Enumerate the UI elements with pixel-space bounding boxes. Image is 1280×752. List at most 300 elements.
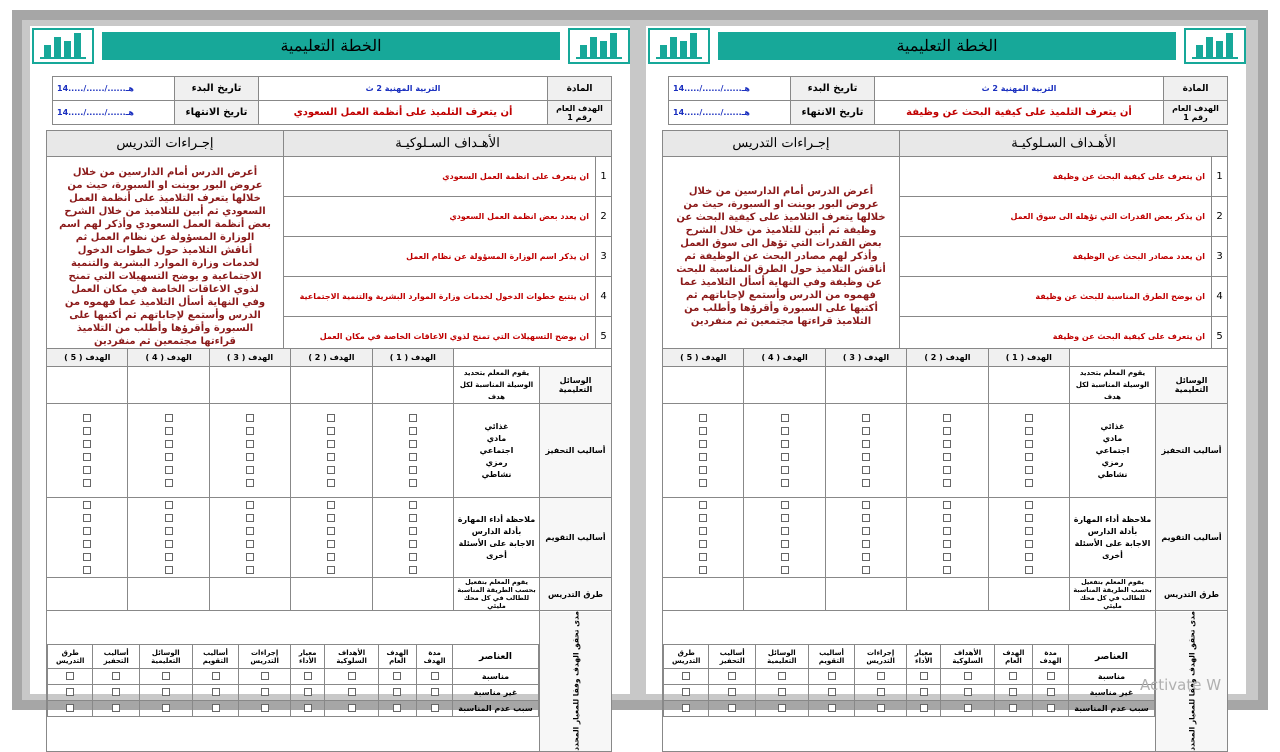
element-name: الوسائل التعليمية	[140, 645, 193, 669]
suitability-cell	[417, 685, 453, 701]
evaluation-checks	[128, 498, 209, 578]
element-name: مدة الهدف	[417, 645, 453, 669]
behavioral-goal: ان يوضح الطرق المناسبة للبحث عن وظيفة	[900, 277, 1212, 317]
suitability-cell	[93, 701, 140, 717]
end-date-field[interactable]: 14...../....../......هـ	[669, 101, 791, 125]
behavioral-goals-header: الأهـداف السـلوكيـة	[900, 131, 1228, 157]
checkbox[interactable]	[246, 514, 254, 522]
methods-cell[interactable]	[128, 578, 209, 611]
checkbox[interactable]	[83, 479, 91, 487]
element-name: أساليب التقويم	[808, 645, 855, 669]
checkbox[interactable]	[1025, 540, 1033, 548]
checkbox[interactable]	[778, 688, 786, 696]
suitability-cell	[239, 669, 290, 685]
checkbox[interactable]	[699, 553, 707, 561]
evaluation-checks	[209, 498, 290, 578]
suitability-cell	[239, 685, 290, 701]
elements-grid	[47, 611, 540, 752]
checkbox[interactable]	[165, 453, 173, 461]
checkbox[interactable]	[1025, 466, 1033, 474]
methods-cell[interactable]	[744, 578, 825, 611]
checkbox[interactable]	[781, 527, 789, 535]
checkbox[interactable]	[943, 479, 951, 487]
checkbox[interactable]	[246, 414, 254, 422]
checkbox[interactable]	[943, 514, 951, 522]
behavioral-goal: ان يتعرف على كيفية البحث عن وظيفة	[900, 157, 1212, 197]
elements-grid	[663, 611, 1156, 752]
checkbox[interactable]	[1009, 672, 1017, 680]
checkbox[interactable]	[828, 688, 836, 696]
goal-column-header: الهدف ( 2 )	[291, 349, 372, 367]
suitability-cell	[756, 685, 809, 701]
checkbox[interactable]	[246, 553, 254, 561]
suitability-cell	[140, 669, 193, 685]
methods-cell[interactable]	[988, 578, 1069, 611]
suitability-cell	[808, 685, 855, 701]
evaluation-option: أخرى	[1102, 550, 1123, 560]
suitability-cell	[1033, 669, 1069, 685]
methods-cell[interactable]	[663, 578, 744, 611]
behavioral-goal: ان يعدد بعض انظمة العمل السعودي	[284, 197, 596, 237]
checkbox[interactable]	[964, 704, 972, 712]
methods-cell[interactable]	[209, 578, 290, 611]
checkbox[interactable]	[862, 527, 870, 535]
checkbox[interactable]	[327, 501, 335, 509]
checkbox[interactable]	[920, 688, 928, 696]
checkbox[interactable]	[1025, 514, 1033, 522]
checkbox[interactable]	[1009, 704, 1017, 712]
teaching-procedures-header: إجـراءات التدريس	[47, 131, 284, 157]
goal-column-header: الهدف ( 5 )	[663, 349, 744, 367]
checkbox[interactable]	[327, 414, 335, 422]
checkbox[interactable]	[162, 704, 170, 712]
methods-cell[interactable]	[825, 578, 906, 611]
aids-cell[interactable]	[128, 367, 209, 404]
suitability-cell	[906, 701, 941, 717]
element-name: الأهداف السلوكية	[325, 645, 378, 669]
end-date-field[interactable]: 14...../....../......هـ	[53, 101, 175, 125]
checkbox[interactable]	[877, 688, 885, 696]
suitability-side-label: مدى تحقق الهدف وفقا للمعيار المحدد	[1156, 611, 1228, 752]
checkbox[interactable]	[964, 672, 972, 680]
checkbox[interactable]	[1025, 440, 1033, 448]
behavioral-goal: ان يتعرف على انظمة العمل السعودي	[284, 157, 596, 197]
checkbox[interactable]	[165, 479, 173, 487]
checkbox[interactable]	[304, 704, 312, 712]
checkbox[interactable]	[212, 688, 220, 696]
checkbox[interactable]	[165, 553, 173, 561]
checkbox[interactable]	[943, 553, 951, 561]
checkbox[interactable]	[327, 479, 335, 487]
subject-value: التربية المهنية 2 ث	[259, 77, 548, 101]
suitability-cell	[808, 701, 855, 717]
suitability-cell	[709, 669, 756, 685]
behavioral-goal: ان يذكر بعض القدرات التي تؤهله الى سوق العمل	[900, 197, 1212, 237]
checkbox[interactable]	[862, 514, 870, 522]
checkbox[interactable]	[943, 414, 951, 422]
checkbox[interactable]	[920, 704, 928, 712]
checkbox[interactable]	[165, 540, 173, 548]
goal-number: 3	[596, 237, 612, 277]
checkbox[interactable]	[1025, 453, 1033, 461]
subject-value: التربية المهنية 2 ث	[875, 77, 1164, 101]
suitability-cell	[941, 701, 994, 717]
checkbox[interactable]	[943, 440, 951, 448]
checkbox[interactable]	[165, 414, 173, 422]
element-name: أساليب التقويم	[192, 645, 239, 669]
reinforcement-checks	[209, 404, 290, 498]
suitability-cell	[239, 701, 290, 717]
checkbox[interactable]	[1025, 479, 1033, 487]
aids-cell[interactable]	[988, 367, 1069, 404]
checkbox[interactable]	[1025, 427, 1033, 435]
checkbox[interactable]	[83, 566, 91, 574]
checkbox[interactable]	[246, 566, 254, 574]
checkbox[interactable]	[862, 466, 870, 474]
checkbox[interactable]	[1047, 672, 1055, 680]
start-date-field[interactable]: 14...../....../......هـ	[53, 77, 175, 101]
methods-label: طرق التدريس	[540, 578, 612, 611]
checkbox[interactable]	[409, 514, 417, 522]
checkbox[interactable]	[261, 704, 269, 712]
element-name: طرق التدريس	[664, 645, 709, 669]
checkbox[interactable]	[828, 704, 836, 712]
evaluation-label: أساليب التقويم	[540, 498, 612, 578]
ministry-logo	[568, 28, 630, 64]
checkbox[interactable]	[162, 672, 170, 680]
checkbox[interactable]	[964, 688, 972, 696]
checkbox[interactable]	[862, 427, 870, 435]
checkbox[interactable]	[246, 427, 254, 435]
checkbox[interactable]	[781, 479, 789, 487]
checkbox[interactable]	[409, 540, 417, 548]
checkbox[interactable]	[943, 540, 951, 548]
checkbox[interactable]	[304, 688, 312, 696]
checkbox[interactable]	[431, 688, 439, 696]
checkbox[interactable]	[862, 440, 870, 448]
checkbox[interactable]	[327, 453, 335, 461]
checkbox[interactable]	[682, 688, 690, 696]
checkbox[interactable]	[165, 566, 173, 574]
checkbox[interactable]	[246, 479, 254, 487]
checkbox[interactable]	[862, 414, 870, 422]
checkbox[interactable]	[393, 672, 401, 680]
checkbox[interactable]	[1047, 704, 1055, 712]
checkbox[interactable]	[862, 566, 870, 574]
checkbox[interactable]	[165, 527, 173, 535]
reinforcement-option: مادي	[486, 433, 507, 443]
checkbox[interactable]	[699, 527, 707, 535]
checkbox[interactable]	[1025, 553, 1033, 561]
checkbox[interactable]	[431, 704, 439, 712]
checkbox[interactable]	[409, 501, 417, 509]
goal-column-header: الهدف ( 4 )	[744, 349, 825, 367]
suitability-cell	[664, 669, 709, 685]
checkbox[interactable]	[781, 540, 789, 548]
reinforcement-option: نشاطي	[1097, 469, 1128, 479]
behavioral-goal: ان يذكر اسم الوزارة المسؤولة عن نظام العمل	[284, 237, 596, 277]
checkbox[interactable]	[728, 688, 736, 696]
checkbox[interactable]	[327, 540, 335, 548]
suitability-cell	[855, 685, 906, 701]
start-date-field[interactable]: 14...../....../......هـ	[669, 77, 791, 101]
checkbox[interactable]	[409, 414, 417, 422]
suitability-cell	[140, 701, 193, 717]
checkbox[interactable]	[83, 453, 91, 461]
info-table	[668, 76, 1228, 125]
checkbox[interactable]	[862, 479, 870, 487]
aids-cell[interactable]	[907, 367, 988, 404]
checkbox[interactable]	[781, 414, 789, 422]
element-name: طرق التدريس	[48, 645, 93, 669]
checkbox[interactable]	[943, 466, 951, 474]
page-header	[646, 26, 1250, 66]
checkbox[interactable]	[348, 704, 356, 712]
elements-table	[663, 644, 1155, 717]
checkbox[interactable]	[66, 704, 74, 712]
checkbox[interactable]	[431, 672, 439, 680]
checkbox[interactable]	[943, 427, 951, 435]
checkbox[interactable]	[409, 440, 417, 448]
suitability-cell	[192, 685, 239, 701]
checkbox[interactable]	[409, 553, 417, 561]
checkbox[interactable]	[728, 704, 736, 712]
suitability-cell	[325, 669, 378, 685]
evaluation-checks	[907, 498, 988, 578]
checkbox[interactable]	[943, 566, 951, 574]
checkbox[interactable]	[781, 466, 789, 474]
reinforcement-option: اجتماعي	[479, 445, 514, 455]
checkbox[interactable]	[409, 466, 417, 474]
checkbox[interactable]	[246, 540, 254, 548]
subject-label: المادة	[548, 77, 612, 101]
element-name: معيار الأداء	[906, 645, 941, 669]
checkbox[interactable]	[246, 527, 254, 535]
checkbox[interactable]	[682, 704, 690, 712]
checkbox[interactable]	[393, 704, 401, 712]
checkbox[interactable]	[862, 501, 870, 509]
checkbox[interactable]	[165, 501, 173, 509]
checkbox[interactable]	[327, 553, 335, 561]
checkbox[interactable]	[83, 540, 91, 548]
evaluation-checks	[988, 498, 1069, 578]
reinforcement-option: غذائي	[1100, 421, 1125, 431]
evaluation-option: ملاحظة أداء المهارة	[1073, 514, 1152, 524]
info-table	[52, 76, 612, 125]
checkbox[interactable]	[66, 672, 74, 680]
checkbox[interactable]	[828, 672, 836, 680]
checkbox[interactable]	[862, 453, 870, 461]
checkbox[interactable]	[877, 672, 885, 680]
suitability-cell	[1033, 685, 1069, 701]
checkbox[interactable]	[165, 440, 173, 448]
checkbox[interactable]	[246, 466, 254, 474]
checkbox[interactable]	[327, 440, 335, 448]
checkbox[interactable]	[212, 704, 220, 712]
checkbox[interactable]	[1009, 688, 1017, 696]
checkbox[interactable]	[781, 453, 789, 461]
lesson-plan-page	[646, 26, 1246, 751]
checkbox[interactable]	[1025, 414, 1033, 422]
suitability-cell	[756, 701, 809, 717]
evaluation-options	[1070, 498, 1156, 578]
checkbox[interactable]	[304, 672, 312, 680]
checkbox[interactable]	[327, 427, 335, 435]
checkbox[interactable]	[348, 688, 356, 696]
checkbox[interactable]	[162, 688, 170, 696]
evaluation-option: بأدلة الدارس	[471, 526, 522, 536]
suitability-row-label: مناسبة	[1069, 669, 1155, 685]
checkbox[interactable]	[112, 704, 120, 712]
checkbox[interactable]	[781, 501, 789, 509]
suitability-cell	[378, 685, 416, 701]
behavioral-goal: ان يتتبع خطوات الدخول لخدمات وزارة الموارد البشرية والتنمية الاجتماعية	[284, 277, 596, 317]
general-goal-value: أن يتعرف التلميذ على كيفية البحث عن وظيفة	[875, 101, 1164, 125]
checkbox[interactable]	[409, 566, 417, 574]
goal-column-header: الهدف ( 5 )	[47, 349, 128, 367]
checkbox[interactable]	[781, 514, 789, 522]
reinforcement-option: نشاطي	[481, 469, 512, 479]
checkbox[interactable]	[165, 427, 173, 435]
checkbox[interactable]	[920, 672, 928, 680]
reinforcement-checks	[825, 404, 906, 498]
checkbox[interactable]	[862, 553, 870, 561]
lesson-plan-page	[30, 26, 630, 751]
suitability-cell	[93, 685, 140, 701]
checkbox[interactable]	[699, 440, 707, 448]
goal-column-header: الهدف ( 1 )	[988, 349, 1069, 367]
checkbox[interactable]	[83, 527, 91, 535]
checkbox[interactable]	[327, 566, 335, 574]
checkbox[interactable]	[246, 501, 254, 509]
checkbox[interactable]	[778, 704, 786, 712]
objectives-table	[46, 130, 612, 357]
checkbox[interactable]	[83, 427, 91, 435]
aids-cell[interactable]	[291, 367, 372, 404]
checkbox[interactable]	[112, 688, 120, 696]
checkbox[interactable]	[246, 453, 254, 461]
aids-cell[interactable]	[663, 367, 744, 404]
checkbox[interactable]	[409, 427, 417, 435]
checkbox[interactable]	[699, 414, 707, 422]
checkbox[interactable]	[1025, 501, 1033, 509]
checkbox[interactable]	[393, 688, 401, 696]
checkbox[interactable]	[943, 453, 951, 461]
checkbox[interactable]	[246, 440, 254, 448]
checkbox[interactable]	[327, 527, 335, 535]
ministry-logo	[32, 28, 94, 64]
checkbox[interactable]	[1025, 566, 1033, 574]
checkbox[interactable]	[728, 672, 736, 680]
suitability-cell	[994, 701, 1032, 717]
element-name: إجراءات التدريس	[239, 645, 290, 669]
aids-cell[interactable]	[825, 367, 906, 404]
methods-cell[interactable]	[291, 578, 372, 611]
aids-cell[interactable]	[744, 367, 825, 404]
evaluation-option: ملاحظة أداء المهارة	[457, 514, 536, 524]
checkbox[interactable]	[83, 414, 91, 422]
checkbox[interactable]	[1047, 688, 1055, 696]
aids-cell[interactable]	[47, 367, 128, 404]
checkbox[interactable]	[699, 453, 707, 461]
checkbox[interactable]	[781, 566, 789, 574]
checkbox[interactable]	[781, 440, 789, 448]
general-goal-label: الهدف العام رقم 1	[548, 101, 612, 125]
checkbox[interactable]	[261, 688, 269, 696]
checkbox[interactable]	[261, 672, 269, 680]
checkbox[interactable]	[778, 672, 786, 680]
checkbox[interactable]	[83, 440, 91, 448]
goal-number: 2	[1212, 197, 1228, 237]
checkbox[interactable]	[862, 540, 870, 548]
methods-cell[interactable]	[907, 578, 988, 611]
evaluation-checks	[825, 498, 906, 578]
checkbox[interactable]	[682, 672, 690, 680]
checkbox[interactable]	[1025, 527, 1033, 535]
checkbox[interactable]	[83, 466, 91, 474]
checkbox[interactable]	[348, 672, 356, 680]
aids-cell[interactable]	[209, 367, 290, 404]
checkbox[interactable]	[781, 427, 789, 435]
suitability-cell	[48, 669, 93, 685]
checkbox[interactable]	[327, 514, 335, 522]
suitability-cell	[906, 685, 941, 701]
aids-note: يقوم المعلم بتحديد الوسيلة المناسبة لكل هدف	[454, 367, 540, 404]
checkbox[interactable]	[165, 466, 173, 474]
checkbox[interactable]	[66, 688, 74, 696]
checkbox[interactable]	[943, 501, 951, 509]
checkbox[interactable]	[165, 514, 173, 522]
evaluation-checks	[372, 498, 453, 578]
teaching-procedures-text: أعرض الدرس أمام الدارسين من خلال عروض البور بوينت او السبورة، حيث من خلالها يتعرف التلاميذ على كيفية البحث عن وظيفة ثم أبين للتلاميذ من خلال الشرح بعض القدرات التي تؤهل الى سوق العمل وأذكر لهم مصادر البحث عن الوظيفة ثم أناقش التلاميذ حول الطرق المناسبة للبحث عن وظيفة وفي النهاية أسأل التلاميذ عما فهموه من الدرس وأستمع لإجاباتهم ثم أكتبها على السبورة وأقرؤها وأطلب من التلاميذ قراءتها مجتمعين ثم منفردين	[663, 157, 900, 357]
methods-cell[interactable]	[372, 578, 453, 611]
checkbox[interactable]	[781, 553, 789, 561]
behavioral-goal: ان يعدد مصادر البحث عن الوظيفة	[900, 237, 1212, 277]
checkbox[interactable]	[327, 466, 335, 474]
checkbox[interactable]	[409, 479, 417, 487]
general-goal-label: الهدف العام رقم 1	[1164, 101, 1228, 125]
reinforcement-checks	[128, 404, 209, 498]
checkbox[interactable]	[409, 527, 417, 535]
checkbox[interactable]	[699, 514, 707, 522]
subject-label: المادة	[1164, 77, 1228, 101]
checkbox[interactable]	[83, 514, 91, 522]
checkbox[interactable]	[699, 479, 707, 487]
evaluation-options	[454, 498, 540, 578]
checkbox[interactable]	[877, 704, 885, 712]
checkbox[interactable]	[699, 501, 707, 509]
checkbox[interactable]	[83, 501, 91, 509]
checkbox[interactable]	[943, 527, 951, 535]
element-name: الهدف العام	[994, 645, 1032, 669]
suitability-cell	[855, 701, 906, 717]
checkbox[interactable]	[699, 427, 707, 435]
reinforcement-checks	[372, 404, 453, 498]
checkbox[interactable]	[409, 453, 417, 461]
checkbox[interactable]	[112, 672, 120, 680]
suitability-cell	[417, 669, 453, 685]
suitability-cell	[192, 701, 239, 717]
goal-number: 3	[1212, 237, 1228, 277]
methods-cell[interactable]	[47, 578, 128, 611]
checkbox[interactable]	[699, 566, 707, 574]
checkbox[interactable]	[699, 466, 707, 474]
aids-cell[interactable]	[372, 367, 453, 404]
goal-number: 5	[1212, 317, 1228, 357]
checkbox[interactable]	[699, 540, 707, 548]
checkbox[interactable]	[83, 553, 91, 561]
checkbox[interactable]	[212, 672, 220, 680]
